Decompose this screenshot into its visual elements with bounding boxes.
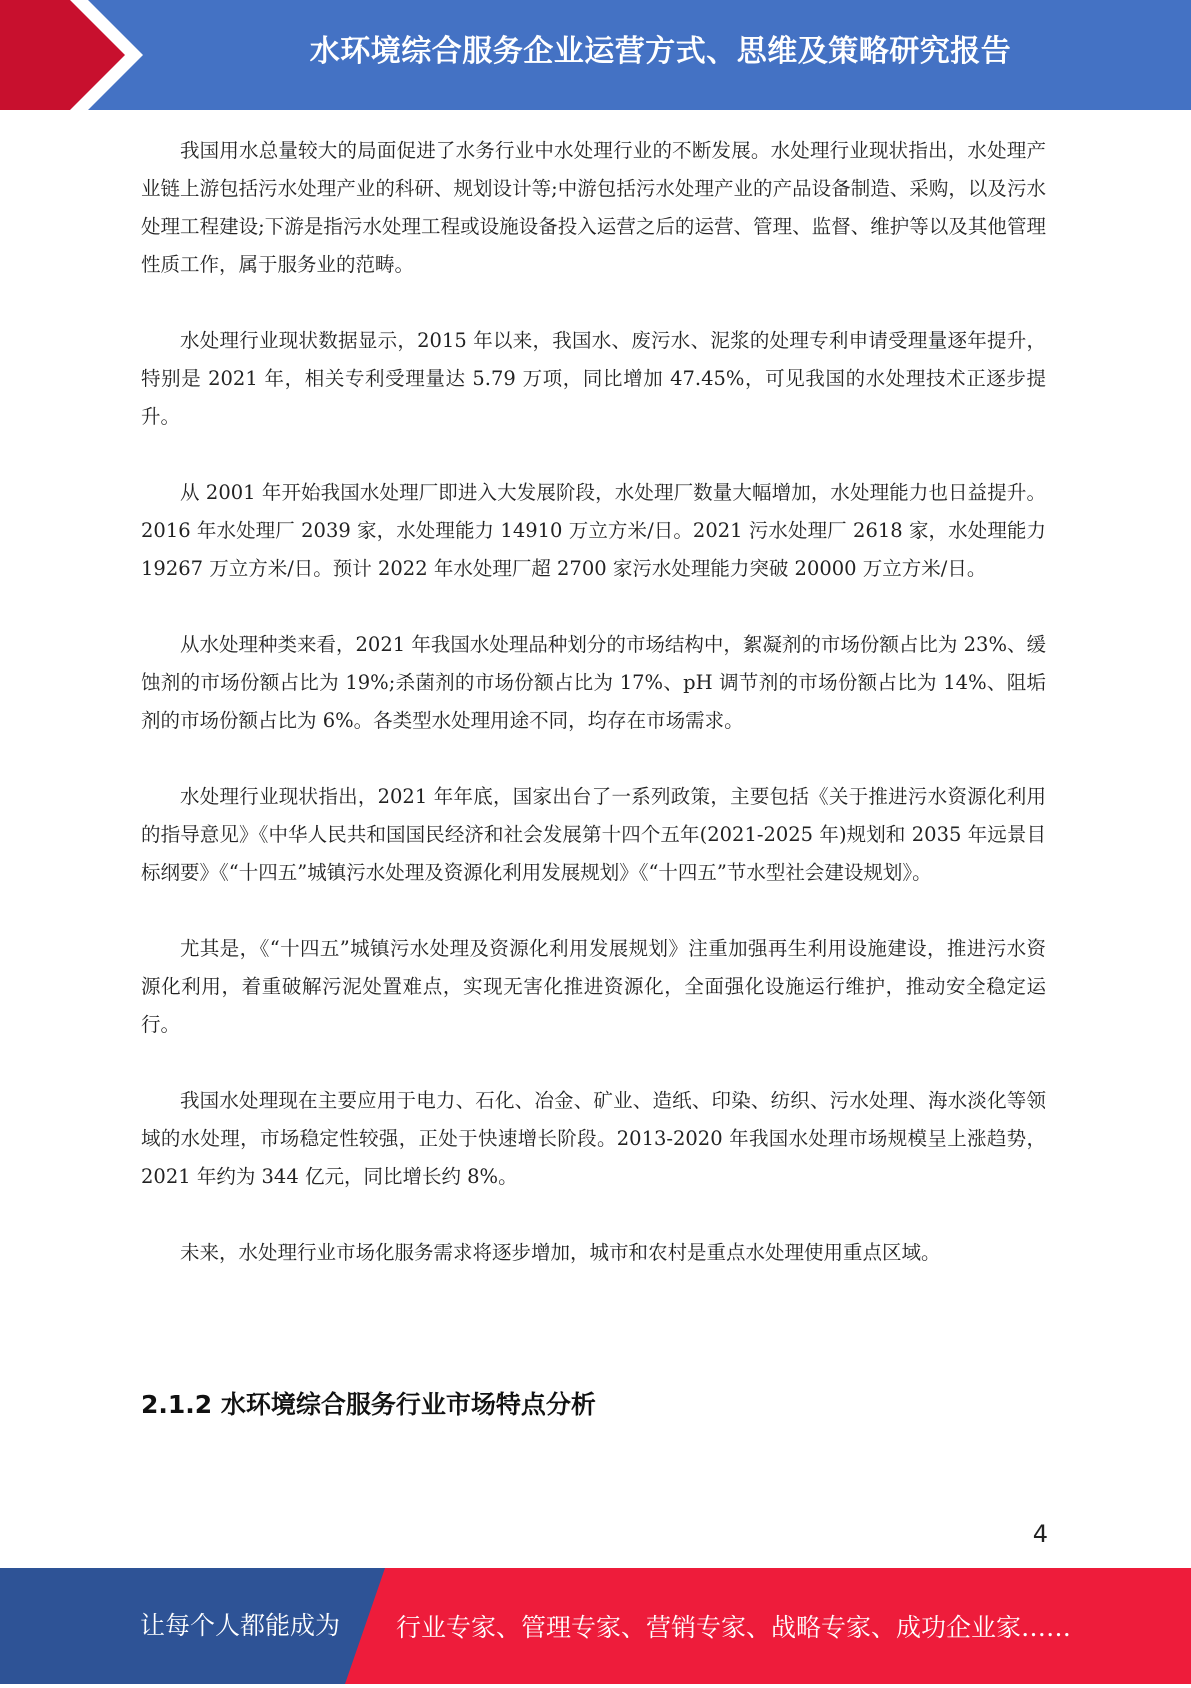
paragraph: 我国用水总量较大的局面促进了水务行业中水处理行业的不断发展。水处理行业现状指出，水处理产业链上游包括污水处理产业的科研、规划设计等;中游包括污水处理产业的产品设备制造、采购，以及污水处理工程建设;下游是指污水处理工程或设施设备投入运营之后的运营、管理、监督、维护等以及其他管理性质工作，属于服务业的范畴。	[141, 139, 1046, 276]
section-heading: 2.1.2 水环境综合服务行业市场特点分析	[141, 1390, 596, 1419]
paragraph: 水处理行业现状数据显示，2015 年以来，我国水、废污水、泥浆的处理专利申请受理量逐年提升，特别是 2021 年，相关专利受理量达 5.79 万项，同比增加 47.45%，可见我国的水处理技术正逐步提升。	[141, 329, 1046, 428]
page-footer	[0, 1568, 1191, 1684]
paragraph: 水处理行业现状指出，2021 年年底，国家出台了一系列政策，主要包括《关于推进污水资源化利用的指导意见》《中华人民共和国国民经济和社会发展第十四个五年(2021-2025 年)规划和 2035 年远景目标纲要》《“十四五”城镇污水处理及资源化利用发展规划》《“十四五”节水型社会建设规划》。	[141, 785, 1046, 884]
paragraph: 从 2001 年开始我国水处理厂即进入大发展阶段，水处理厂数量大幅增加，水处理能力也日益提升。2016 年水处理厂 2039 家，水处理能力 14910 万立方米/日。2021 污水处理厂 2618 家，水处理能力 19267 万立方米/日。预计 2022 年水处理厂超 2700 家污水处理能力突破 20000 万立方米/日。	[141, 481, 1046, 580]
page-number: 4	[1032, 1520, 1048, 1548]
paragraph: 我国水处理现在主要应用于电力、石化、冶金、矿业、造纸、印染、纺织、污水处理、海水淡化等领域的水处理，市场稳定性较强，正处于快速增长阶段。2013-2020 年我国水处理市场规模呈上涨趋势，2021 年约为 344 亿元，同比增长约 8%。	[141, 1089, 1046, 1188]
paragraph: 从水处理种类来看，2021 年我国水处理品种划分的市场结构中，絮凝剂的市场份额占比为 23%、缓蚀剂的市场份额占比为 19%;杀菌剂的市场份额占比为 17%、pH 调节剂的市场份额占比为 14%、阻垢剂的市场份额占比为 6%。各类型水处理用途不同，均存在市场需求。	[141, 633, 1046, 732]
footer-slogan-right: 行业专家、管理专家、营销专家、战略专家、成功企业家……	[396, 1613, 1072, 1642]
document-body	[141, 132, 1046, 1310]
page-header	[0, 0, 1191, 110]
paragraph: 未来，水处理行业市场化服务需求将逐步增加，城市和农村是重点水处理使用重点区域。	[180, 1241, 941, 1264]
report-title: 水环境综合服务企业运营方式、思维及策略研究报告	[309, 34, 1012, 69]
footer-slogan-left: 让每个人都能成为	[140, 1611, 341, 1640]
paragraph: 尤其是，《“十四五”城镇污水处理及资源化利用发展规划》注重加强再生利用设施建设，推进污水资源化利用，着重破解污泥处置难点，实现无害化推进资源化，全面强化设施运行维护，推动安全稳定运行。	[141, 937, 1046, 1036]
header-red-arrow-decoration	[0, 0, 150, 110]
